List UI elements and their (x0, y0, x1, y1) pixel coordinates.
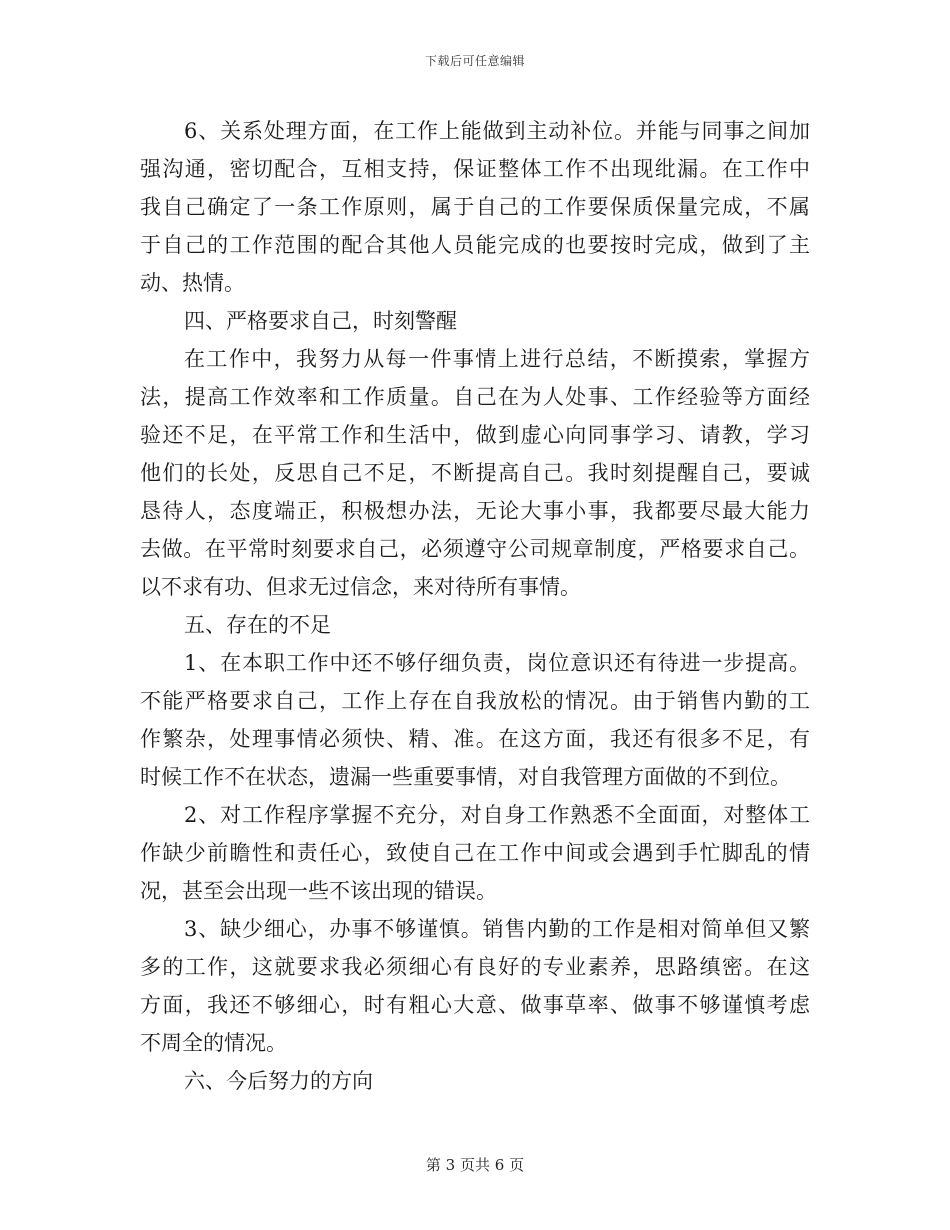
text-line: 作繁杂，处理事情必须快、精、准。在这方面，我还有很多不足，有 (140, 727, 810, 751)
paragraph (140, 606, 810, 644)
text-line: 不周全的情况。 (140, 1031, 287, 1055)
paragraph (140, 910, 810, 1062)
text-line: 四、严格要求自己，时刻警醒 (184, 309, 457, 333)
text-line: 强沟通，密切配合，互相支持，保证整体工作不出现纰漏。在工作中 (140, 157, 810, 181)
text-line: 6、关系处理方面，在工作上能做到主动补位。并能与同事之间加 (184, 119, 810, 143)
text-line: 不能严格要求自己，工作上存在自我放松的情况。由于销售内勤的工 (140, 689, 810, 713)
text-line: 动、热情。 (140, 271, 245, 295)
paragraph (140, 644, 810, 796)
text-line: 在工作中，我努力从每一件事情上进行总结，不断摸索，掌握方 (184, 347, 810, 371)
text-line: 五、存在的不足 (184, 613, 331, 637)
text-line: 恳待人，态度端正，积极想办法，无论大事小事，我都要尽最大能力 (140, 499, 810, 523)
page-header: 下载后可任意编辑 (424, 54, 525, 68)
text-line: 于自己的工作范围的配合其他人员能完成的也要按时完成，做到了主 (140, 233, 810, 257)
text-line: 多的工作，这就要求我必须细心有良好的专业素养，思路缜密。在这 (140, 955, 810, 979)
text-line: 1、在本职工作中还不够仔细负责，岗位意识还有待进一步提高。 (184, 651, 810, 675)
paragraph (140, 796, 810, 910)
text-line: 去做。在平常时刻要求自己，必须遵守公司规章制度，严格要求自己。 (140, 537, 810, 561)
text-line: 2、对工作程序掌握不充分，对自身工作熟悉不全面面，对整体工 (184, 803, 810, 827)
paragraph (140, 112, 810, 302)
text-line: 以不求有功、但求无过信念，来对待所有事情。 (140, 575, 581, 599)
paragraph (140, 1062, 810, 1100)
text-line: 法，提高工作效率和工作质量。自己在为人处事、工作经验等方面经 (140, 385, 810, 409)
text-line: 时候工作不在状态，遗漏一些重要事情，对自我管理方面做的不到位。 (140, 765, 791, 789)
document-body (140, 112, 810, 1100)
text-line: 方面，我还不够细心，时有粗心大意、做事草率、做事不够谨慎考虑 (140, 993, 810, 1017)
page-footer: 第 3 页共 6 页 (425, 1156, 525, 1174)
text-line: 3、缺少细心，办事不够谨慎。销售内勤的工作是相对简单但又繁 (184, 917, 810, 941)
paragraph (140, 340, 810, 606)
text-line: 我自己确定了一条工作原则，属于自己的工作要保质保量完成，不属 (140, 195, 810, 219)
paragraph (140, 302, 810, 340)
text-line: 况，甚至会出现一些不该出现的错误。 (140, 879, 497, 903)
text-line: 六、今后努力的方向 (184, 1069, 373, 1093)
text-line: 他们的长处，反思自己不足，不断提高自己。我时刻提醒自己，要诚 (140, 461, 810, 485)
text-line: 作缺少前瞻性和责任心，致使自己在工作中间或会遇到手忙脚乱的情 (140, 841, 810, 865)
text-line: 验还不足，在平常工作和生活中，做到虚心向同事学习、请教，学习 (140, 423, 810, 447)
